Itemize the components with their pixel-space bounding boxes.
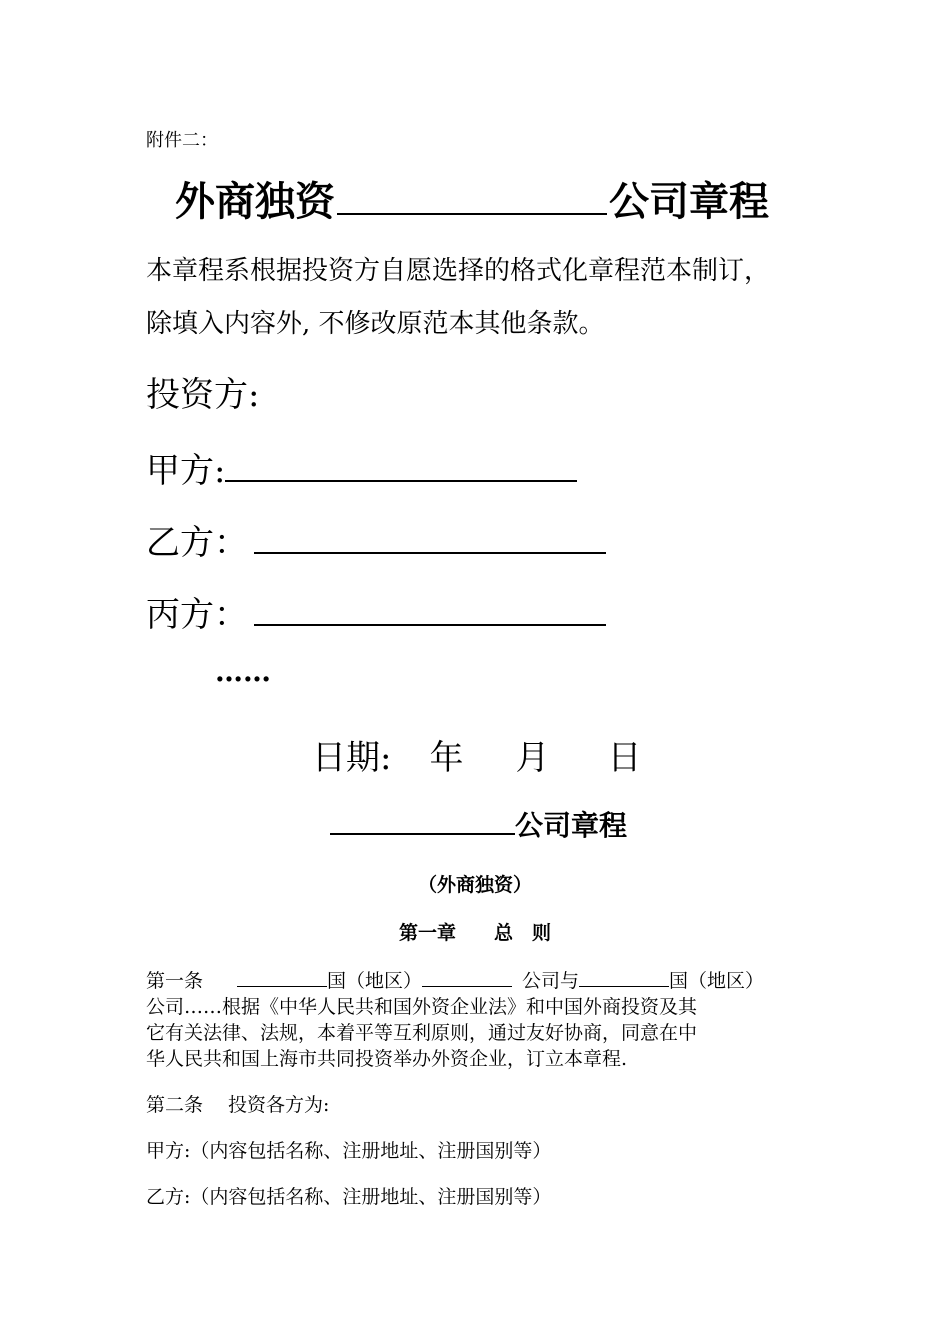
party-a-description: 甲方:（内容包括名称、注册地址、注册国别等） [146, 1140, 552, 1162]
article-1-blank-2 [422, 968, 512, 987]
sub-title-blank [330, 803, 515, 835]
article-1-label: 第一条 [146, 970, 204, 992]
paren-title: （外商独资） [417, 874, 532, 896]
article-2: 第二条 投资各方为: [146, 1094, 330, 1116]
party-b-row [146, 515, 606, 564]
main-title [175, 170, 769, 227]
sub-title-text: 公司章程 [515, 809, 628, 842]
article-1-line-4: 华人民共和国上海市共同投资举办外资企业，订立本章程. [146, 1048, 628, 1070]
party-c-blank [254, 588, 606, 626]
party-a-row [146, 443, 577, 492]
main-title-suffix: 公司章程 [609, 179, 769, 225]
article-1-line-3: 它有关法律、法规，本着平等互利原则，通过友好协商，同意在中 [146, 1022, 698, 1044]
company-name-blank [337, 173, 607, 215]
party-b-blank [254, 516, 606, 554]
party-a-label: 甲方: [146, 451, 226, 491]
article-1-line-1 [146, 966, 764, 993]
more-parties-ellipsis: …… [215, 655, 271, 688]
party-a-blank [225, 444, 577, 482]
article-1-country-2: 国（地区） [669, 970, 765, 992]
date-label: 日期: [312, 738, 392, 778]
article-1-blank-1 [237, 968, 327, 987]
article-1-country-1: 国（地区） [327, 970, 423, 992]
main-title-prefix: 外商独资 [175, 179, 335, 225]
party-c-row [146, 587, 606, 636]
intro-line-1: 本章程系根据投资方自愿选择的格式化章程范本制订， [146, 256, 771, 286]
attachment-label: 附件二： [146, 130, 218, 151]
article-1-line-2: 公司……根据《中华人民共和国外资企业法》和中国外商投资及其 [146, 996, 698, 1018]
date-row [312, 730, 641, 779]
intro-line-2: 除填入内容外, 不修改原范本其他条款。 [146, 309, 605, 339]
party-b-description: 乙方:（内容包括名称、注册地址、注册国别等） [146, 1186, 552, 1208]
date-day: 日 [607, 738, 642, 778]
date-month: 月 [515, 738, 550, 778]
article-1-blank-3 [579, 968, 669, 987]
investors-label: 投资方: [146, 375, 260, 415]
chapter-title: 第一章 总 则 [398, 922, 551, 944]
article-1-company-with: 公司与 [522, 970, 580, 992]
party-c-label: 丙方： [146, 595, 248, 635]
party-b-label: 乙方： [146, 523, 248, 563]
sub-title [330, 803, 627, 844]
date-year: 年 [429, 738, 464, 778]
